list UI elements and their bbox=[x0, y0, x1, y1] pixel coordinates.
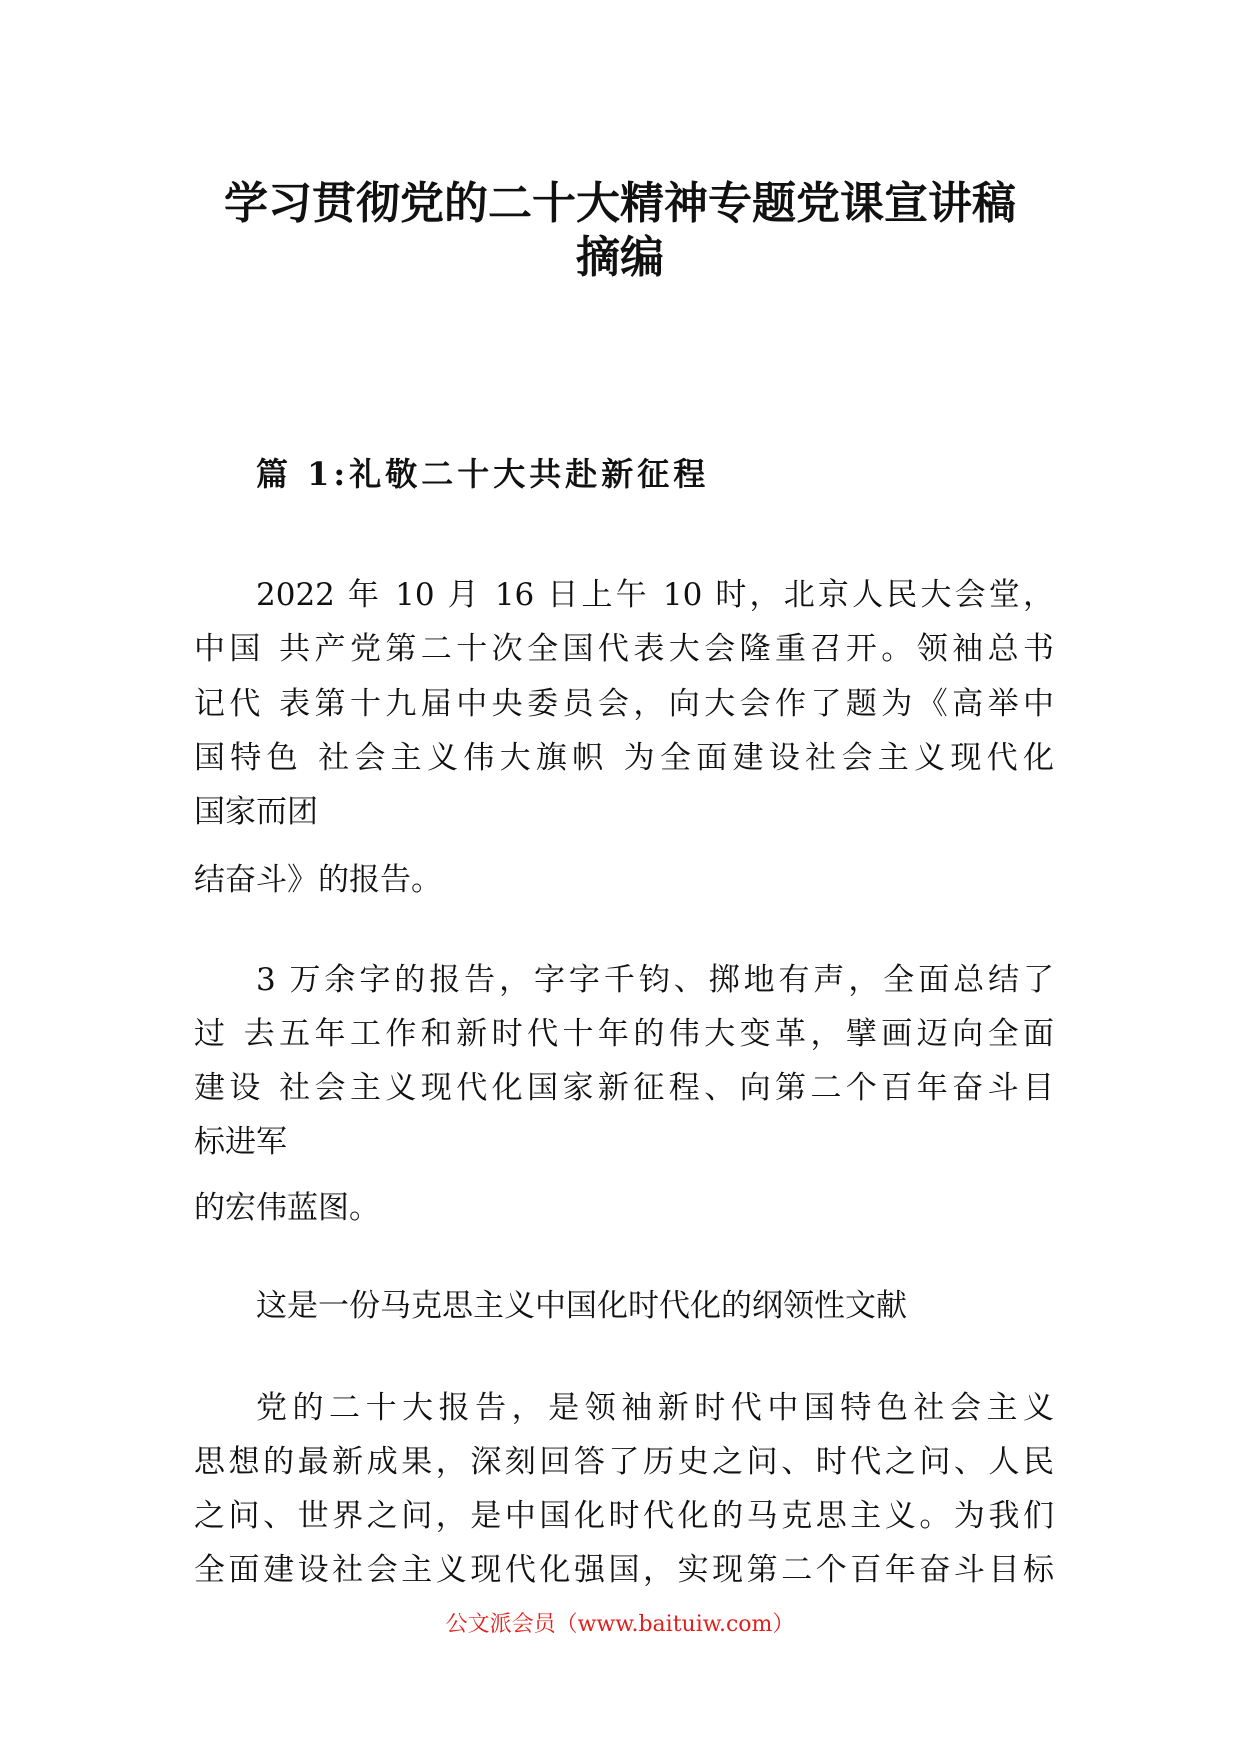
paragraph-line: 这是一份马克思主义中国化时代化的纲领性文献 bbox=[256, 1288, 907, 1324]
paragraph-line: 标进军 bbox=[194, 1124, 287, 1160]
paragraph-line: 记代 表第十九届中央委员会，向大会作了题为《高举中 bbox=[194, 686, 1054, 722]
paragraph-line: 建设 社会主义现代化国家新征程、向第二个百年奋斗目 bbox=[194, 1070, 1054, 1106]
paragraph-line: 全面建设社会主义现代化强国，实现第二个百年奋斗目标 bbox=[194, 1552, 1054, 1588]
section-heading: 篇 1:礼敬二十大共赴新征程 bbox=[256, 455, 710, 493]
paragraph-line: 的宏伟蓝图。 bbox=[194, 1190, 380, 1226]
paragraph-line: 结奋斗》的报告。 bbox=[194, 862, 442, 898]
document-title-line-1: 学习贯彻党的二十大精神专题党课宣讲稿 bbox=[224, 178, 1016, 229]
footer-watermark: 公文派会员（www.baituiw.com） bbox=[445, 1612, 795, 1637]
paragraph-line: 3 万余字的报告，字字千钧、掷地有声，全面总结了 bbox=[256, 962, 1054, 998]
document-title-line-2: 摘编 bbox=[576, 232, 664, 283]
paragraph-line: 国家而团 bbox=[194, 794, 318, 830]
paragraph-line: 党的二十大报告，是领袖新时代中国特色社会主义 bbox=[256, 1390, 1054, 1426]
paragraph-line: 思想的最新成果，深刻回答了历史之问、时代之问、人民 bbox=[194, 1444, 1054, 1480]
paragraph-line: 2022 年 10 月 16 日上午 10 时，北京人民大会堂， bbox=[256, 577, 1054, 613]
paragraph-line: 中国 共产党第二十次全国代表大会隆重召开。领袖总书 bbox=[194, 631, 1054, 667]
paragraph-line: 国特色 社会主义伟大旗帜 为全面建设社会主义现代化 bbox=[194, 740, 1054, 776]
paragraph-line: 过 去五年工作和新时代十年的伟大变革，擘画迈向全面 bbox=[194, 1016, 1054, 1052]
paragraph-line: 之问、世界之问，是中国化时代化的马克思主义。为我们 bbox=[194, 1498, 1054, 1534]
